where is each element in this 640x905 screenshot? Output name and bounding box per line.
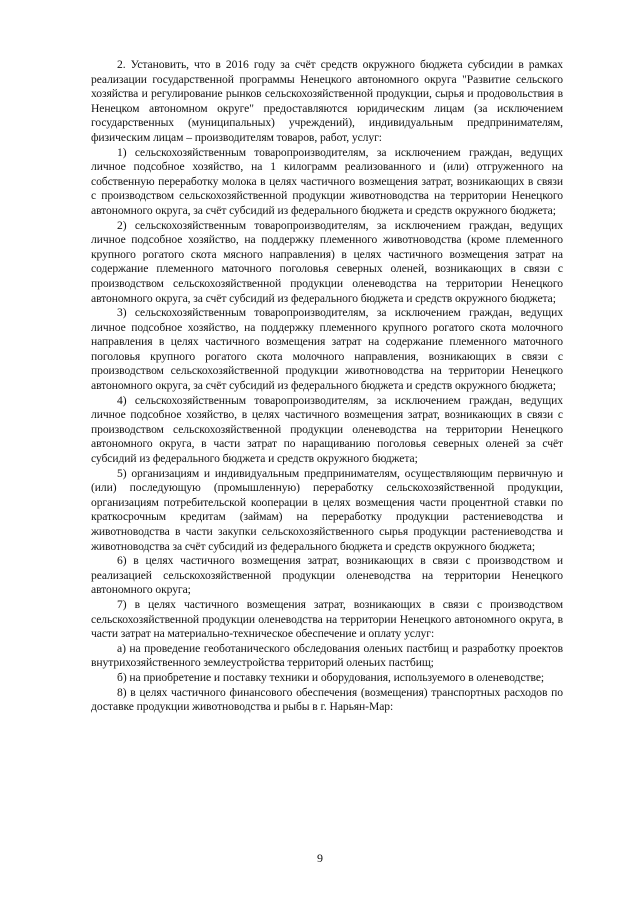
- document-body: [91, 58, 563, 715]
- sub-item-b: б) на приобретение и поставку техники и оборудования, используемого в оленеводстве;: [117, 670, 545, 684]
- sub-item-a: а) на проведение геоботанического обследования оленьих пастбищ и разработку проектов внутрихозяйственного землеустройства территорий оленьих пастбищ;: [91, 641, 563, 670]
- list-item-7: 7) в целях частичного возмещения затрат, возникающих в связи с производством сельскохозяйственной продукции оленеводства на территории Ненецкого автономного округа, в части затрат на материально-техническое обеспечение и оплату услуг:: [91, 597, 563, 641]
- list-item-5: 5) организациям и индивидуальным предпринимателям, осуществляющим первичную и (или) последующую (промышленную) переработку сельскохозяйственной продукции, организациям потребительской кооперации в целях возмещения части процентной ставки по краткосрочным кредитам (займам) на переработку продукции растениеводства и животноводства в части закупки сельскохозяйственного сырья продукции растениеводства и животноводства за счёт субсидий из федерального бюджета и средств окружного бюджета;: [91, 466, 563, 553]
- list-item-1: 1) сельскохозяйственным товаропроизводителям, за исключением граждан, ведущих личное подсобное хозяйство, на 1 килограмм реализованного и (или) отгруженного на собственную переработку молока в целях частичного возмещения затрат, возникающих в связи с производством сельскохозяйственной продукции животноводства на территории Ненецкого автономного округа, за счёт субсидий из федерального бюджета и средств окружного бюджета;: [91, 145, 563, 217]
- list-item-6: 6) в целях частичного возмещения затрат, возникающих в связи с производством и реализацией сельскохозяйственной продукции оленеводства на территории Ненецкого автономного округа;: [91, 554, 563, 597]
- page-number: 9: [317, 851, 323, 865]
- paragraph-2: 2. Установить, что в 2016 году за счёт средств окружного бюджета субсидии в рамках реализации государственной программы Ненецкого автономного округа "Развитие сельского хозяйства и регулирование рынков сельскохозяйственной продукции, сырья и продовольствия в Ненецком автономном округе" предоставляются юридическим лицам (за исключением государственных (муниципальных) учреждений), индивидуальным предпринимателям, физическим лицам – производителям товаров, работ, услуг:: [91, 58, 563, 144]
- list-item-4: 4) сельскохозяйственным товаропроизводителям, за исключением граждан, ведущих личное подсобное хозяйство, в целях частичного возмещения затрат, возникающих в связи с производством сельскохозяйственной продукции оленеводства на территории Ненецкого автономного округа, в части затрат по наращиванию поголовья северных оленей за счёт субсидий из федерального бюджета и средств окружного бюджета;: [91, 393, 563, 466]
- list-item-3: 3) сельскохозяйственным товаропроизводителям, за исключением граждан, ведущих личное подсобное хозяйство, на поддержку племенного крупного рогатого скота молочного направления в целях частичного возмещения затрат на содержание племенного маточного поголовья крупного рогатого скота молочного направления, возникающих в связи с производством сельскохозяйственной продукции животноводства на территории Ненецкого автономного округа, за счёт субсидий из федерального бюджета и средств окружного бюджета;: [91, 306, 563, 393]
- list-item-2: 2) сельскохозяйственным товаропроизводителям, за исключением граждан, ведущих личное подсобное хозяйство, на поддержку племенного животноводства (кроме племенного крупного рогатого скота мясного направления) в целях частичного возмещения затрат на содержание племенного маточного поголовья северных оленей, возникающих в связи с производством сельскохозяйственной продукции оленеводства на территории Ненецкого автономного округа, за счёт субсидий из федерального бюджета и средств окружного бюджета;: [91, 218, 563, 305]
- list-item-8: 8) в целях частичного финансового обеспечения (возмещения) транспортных расходов по доставке продукции животноводства и рыбы в г. Нарьян-Мар:: [91, 685, 563, 714]
